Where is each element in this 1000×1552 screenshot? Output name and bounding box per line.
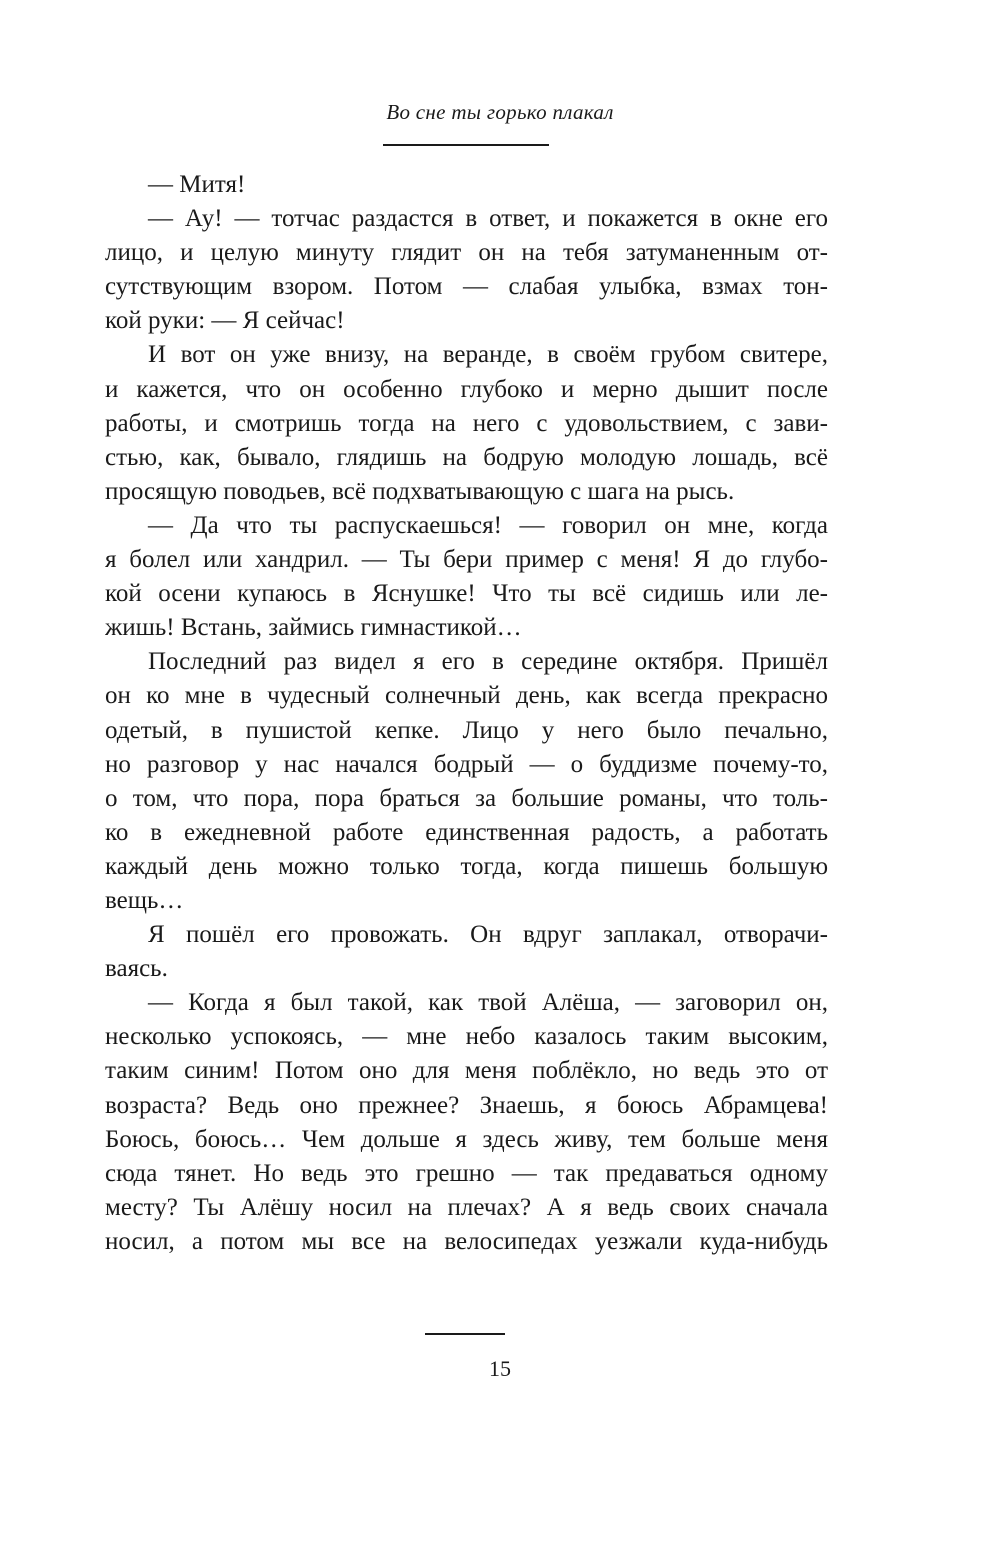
text-line: Я пошёл его провожать. Он вдруг заплакал, отворачи- — [148, 921, 828, 949]
text-line: — Когда я был такой, как твой Алёша, — заговорил он, — [148, 989, 828, 1017]
text-line: сюда тянет. Но ведь это грешно — так предаваться одному — [105, 1159, 828, 1187]
text-line: просящую поводьев, всё подхватывающую с шага на рысь. — [105, 477, 735, 505]
text-line: таким синим! Потом оно для меня поблёкло, но ведь это от — [105, 1057, 828, 1085]
text-line: кой руки: — Я сейчас! — [105, 307, 345, 335]
text-line: месту? Ты Алёшу носил на плечах? А я ведь своих сначала — [105, 1193, 828, 1221]
text-line: жишь! Встань, займись гимнастикой… — [105, 614, 522, 642]
text-line: несколько успокоясь, — мне небо казалось таким высоким, — [105, 1023, 828, 1051]
text-line: Боюсь, боюсь… Чем дольше я здесь живу, тем больше меня — [105, 1125, 828, 1153]
body-text — [105, 168, 828, 1259]
text-line: стью, как, бывало, глядишь на бодрую молодую лошадь, всё — [105, 443, 828, 471]
header-rule — [383, 144, 549, 146]
text-line: — Ау! — тотчас раздастся в ответ, и покажется в окне его — [148, 205, 828, 233]
text-line: Последний раз видел я его в середине октября. Пришёл — [148, 648, 828, 676]
text-line: возраста? Ведь оно прежнее? Знаешь, я боюсь Абрамцева! — [105, 1091, 828, 1119]
text-line: И вот он уже внизу, на веранде, в своём грубом свитере, — [148, 341, 828, 369]
text-line: — Да что ты распускаешься! — говорил он мне, когда — [148, 511, 828, 539]
text-line: каждый день можно только тогда, когда пишешь большую — [105, 852, 828, 880]
footer-rule — [425, 1333, 505, 1335]
text-line: лицо, и целую минуту глядит он на тебя затуманенным от- — [105, 239, 828, 267]
text-line: носил, а потом мы все на велосипедах уезжали куда-нибудь — [105, 1227, 828, 1255]
text-line: работы, и смотришь тогда на него с удовольствием, с зави- — [105, 409, 828, 437]
text-line: но разговор у нас начался бодрый — о буддизме почему-то, — [105, 750, 828, 778]
text-line: он ко мне в чудесный солнечный день, как всегда прекрасно — [105, 682, 828, 710]
text-line: ваясь. — [105, 955, 168, 983]
text-line: одетый, в пушистой кепке. Лицо у него было печально, — [105, 716, 828, 744]
text-line: сутствующим взором. Потом — слабая улыбка, взмах тон- — [105, 273, 828, 301]
page-number: 15 — [489, 1356, 511, 1381]
text-line: я болел или хандрил. — Ты бери пример с меня! Я до глубо- — [105, 546, 828, 574]
running-head: Во сне ты горько плакал — [386, 100, 614, 124]
text-line: вещь… — [105, 886, 184, 914]
text-line: ко в ежедневной работе единственная радость, а работать — [105, 818, 828, 846]
text-line: — Митя! — [148, 171, 246, 198]
text-line: кой осени купаюсь в Яснушке! Что ты всё сидишь или ле- — [105, 580, 828, 608]
text-line: и кажется, что он особенно глубоко и мерно дышит после — [105, 375, 828, 403]
text-line: о том, что пора, пора браться за большие романы, что толь- — [105, 784, 828, 812]
